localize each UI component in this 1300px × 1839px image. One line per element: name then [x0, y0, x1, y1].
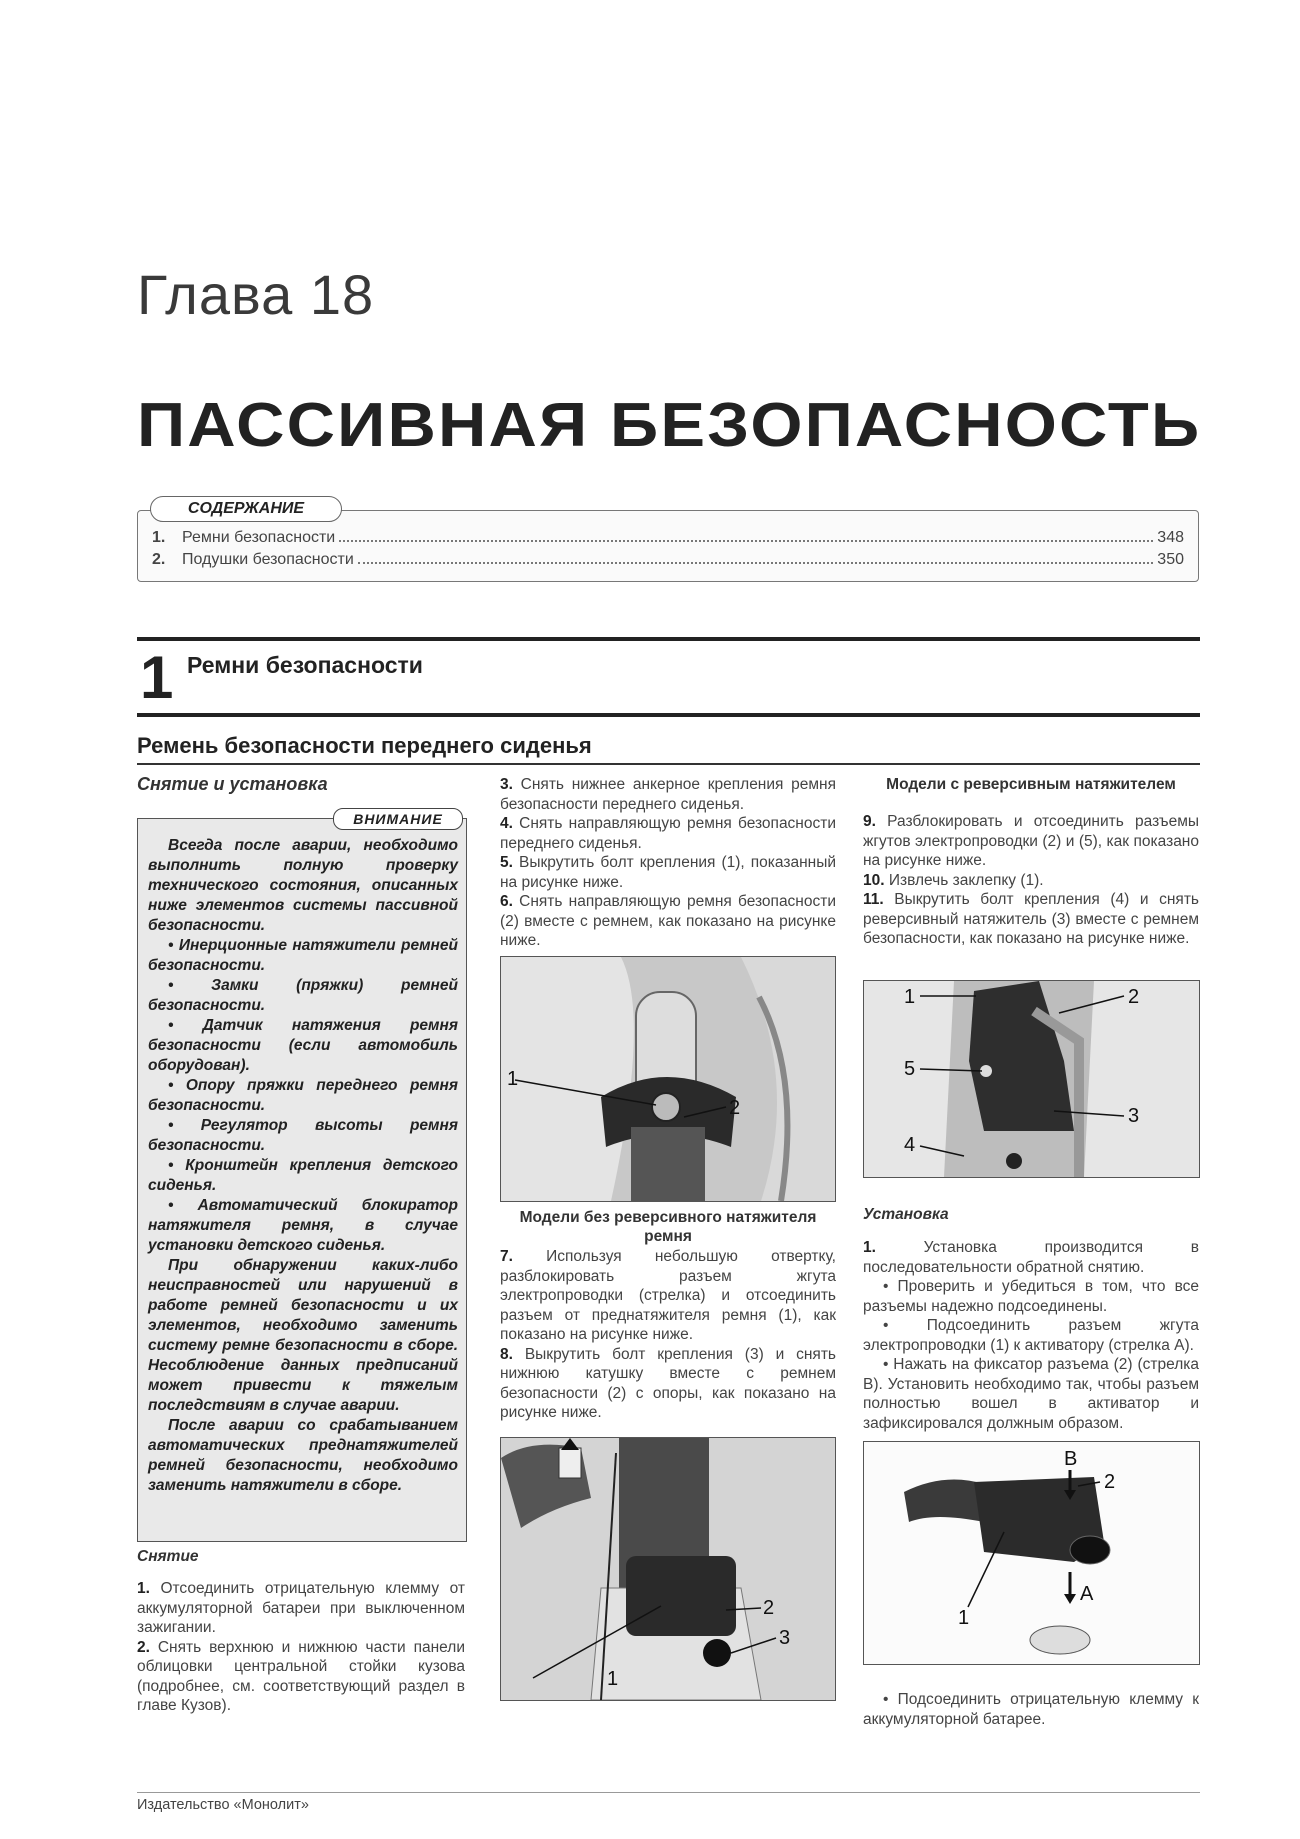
callout-1: 1	[507, 1068, 519, 1090]
callout-2: 2	[1104, 1471, 1116, 1493]
step: • Проверить и убедиться в том, что все разъемы надежно подсоединены.	[863, 1278, 1199, 1315]
chapter-title: ПАССИВНАЯ БЕЗОПАСНОСТЬ	[137, 391, 1202, 460]
step: • Нажать на фиксатор разъема (2) (стрелка В). Установить необходимо так, чтобы разъем полностью вошел в активатор и зафиксировался должным образом.	[863, 1356, 1199, 1432]
callout-3: 3	[779, 1627, 791, 1649]
steps-3-6	[500, 775, 836, 951]
step: 8. Выкрутить болт крепления (3) и снять нижнюю катушку вместе с ремнем безопасности (2) с опоры, как показано на рисунке ниже.	[500, 1345, 836, 1421]
step: 6. Снять направляющую ремня безопасности (2) вместе с ремнем, как показано на рисунке ниже.	[500, 893, 836, 949]
callout-5: 5	[904, 1058, 916, 1080]
callout-a: A	[1080, 1583, 1094, 1605]
step: 2. Снять верхнюю и нижнюю части панели облицовки центральной стойки кузова (подробнее, см. соответствующий раздел в главе Кузов).	[137, 1638, 465, 1714]
step: 4. Снять направляющую ремня безопасности переднего сиденья.	[500, 815, 836, 852]
warning-paragraph: Всегда после аварии, необходимо выполнить полную проверку технического состояния, описанных ниже элементов системы пассивной безопасности.	[148, 837, 458, 934]
toc-item-title: Подушки безопасности	[182, 551, 354, 568]
callout-b: B	[1064, 1448, 1078, 1470]
subsection-title: Ремень безопасности переднего сиденья	[137, 733, 592, 758]
warning-paragraph: При обнаружении каких-либо неисправностей или нарушений в работе ремней безопасности и их элементов, необходимо заменить систему ремне безопасности в сборе. Несоблюдение данных предписаний может привести к тяжелым последствиям в случае аварии.	[148, 1257, 458, 1414]
toc-item-page: 348	[1157, 529, 1184, 546]
warning-text	[148, 836, 458, 1496]
publisher: Издательство «Монолит»	[137, 1797, 309, 1813]
step: 7. Используя небольшую отвертку, разблокировать разъем жгута электропроводки (стрелка) и отсоединить разъем от преднатяжителя ремня (1), как показано на рисунке ниже.	[500, 1248, 836, 1343]
callout-1: 1	[607, 1668, 619, 1690]
install-heading: Установка	[863, 1206, 949, 1223]
section-divider	[137, 713, 1200, 717]
column-heading: Снятие и установка	[137, 774, 328, 794]
section-number: 1	[140, 644, 174, 711]
callout-4: 4	[904, 1134, 916, 1156]
models-heading: Модели с реверсивным натяжителем	[886, 776, 1176, 793]
toc-label: СОДЕРЖАНИЕ	[150, 496, 342, 522]
install-steps	[863, 1238, 1199, 1433]
chapter-number: Глава 18	[137, 263, 375, 326]
subsection-divider	[137, 763, 1200, 765]
warning-paragraph: После аварии со срабатыванием автоматических преднатяжителей ремней безопасности, необходимо заменить натяжители в сборе.	[148, 1417, 458, 1494]
warning-bullet: • Датчик натяжения ремня безопасности (если автомобиль оборудован).	[148, 1017, 458, 1074]
section-title: Ремни безопасности	[187, 652, 423, 678]
callout-1: 1	[958, 1607, 970, 1629]
footer-divider	[137, 1792, 1200, 1793]
warning-bullet: • Инерционные натяжители ремней безопасности.	[148, 937, 458, 974]
warning-bullet: • Замки (пряжки) ремней безопасности.	[148, 977, 458, 1014]
step: 1. Установка производится в последовательности обратной снятию.	[863, 1239, 1199, 1276]
removal-heading: Снятие	[137, 1548, 199, 1565]
callout-2: 2	[1128, 986, 1140, 1008]
warning-bullet: • Регулятор высоты ремня безопасности.	[148, 1117, 458, 1154]
figure-connector	[863, 1441, 1200, 1665]
step: 10. Извлечь заклепку (1).	[863, 871, 1044, 889]
toc-item-page: 350	[1157, 551, 1184, 568]
models-heading: Модели без реверсивного натяжителя ремня	[519, 1209, 817, 1245]
callout-2: 2	[729, 1097, 741, 1119]
step: 5. Выкрутить болт крепления (1), показанный на рисунке ниже.	[500, 854, 836, 891]
callout-2: 2	[763, 1597, 775, 1619]
toc-item-title: Ремни безопасности	[182, 529, 336, 546]
warning-bullet: • Кронштейн крепления детского сиденья.	[148, 1157, 458, 1194]
callout-3: 3	[1128, 1105, 1140, 1127]
warning-bullet: • Автоматический блокиратор натяжителя ремня, в случае установки детского сиденья.	[148, 1197, 458, 1254]
step: • Подсоединить разъем жгута электропроводки (1) к активатору (стрелка А).	[863, 1317, 1199, 1354]
toc-item[interactable]: 2. Подушки безопасности 350	[152, 551, 1184, 568]
warning-label: ВНИМАНИЕ	[333, 808, 463, 830]
step: 9. Разблокировать и отсоединить разъемы жгутов электропроводки (2) и (5), как показано на рисунке ниже.	[863, 813, 1199, 869]
toc-item[interactable]: 1. Ремни безопасности 348	[152, 529, 1184, 546]
step: 1. Отсоединить отрицательную клемму от аккумуляторной батареи при выключенном зажигании.	[137, 1580, 465, 1636]
final-step: • Подсоединить отрицательную клемму к аккумуляторной батарее.	[863, 1691, 1199, 1728]
figure-pretensioner	[500, 1437, 836, 1701]
removal-steps	[137, 1579, 465, 1716]
steps-7-8	[500, 1247, 836, 1423]
steps-9-11	[863, 812, 1199, 949]
step: 3. Снять нижнее анкерное крепления ремня безопасности переднего сиденья.	[500, 776, 836, 813]
figure-reversible-tensioner	[863, 980, 1200, 1178]
section-divider	[137, 637, 1200, 641]
callout-1: 1	[904, 986, 916, 1008]
warning-bullet: • Опору пряжки переднего ремня безопасности.	[148, 1077, 458, 1114]
figure-belt-guide	[500, 956, 836, 1202]
step: 11. Выкрутить болт крепления (4) и снять реверсивный натяжитель (3) вместе с ремнем безопасности, как показано на рисунке ниже.	[863, 891, 1199, 947]
